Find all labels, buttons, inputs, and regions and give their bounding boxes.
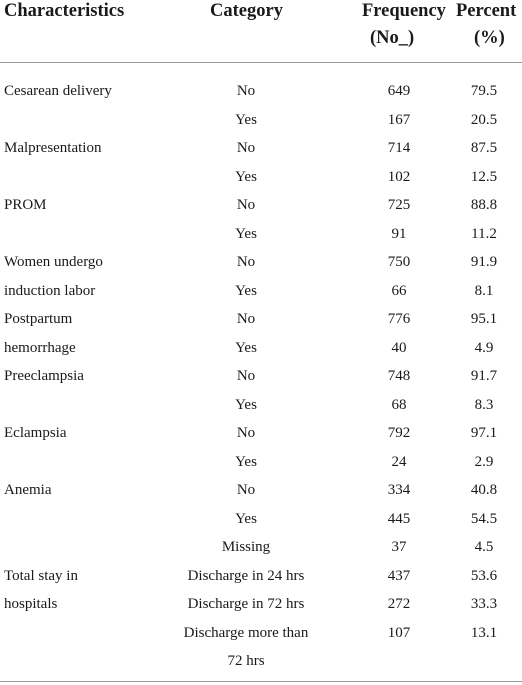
cell-frequency: 748 xyxy=(387,368,411,384)
cell-percent: 54.5 xyxy=(470,510,498,527)
cell-category: Discharge in 24 hrs xyxy=(187,567,305,584)
cell-frequency: 750 xyxy=(387,254,411,270)
table-row xyxy=(0,362,522,391)
table-body xyxy=(0,77,522,676)
header-percent-unit: (%) xyxy=(474,28,505,48)
cell-frequency: 167 xyxy=(387,111,411,128)
cell-frequency: 437 xyxy=(387,567,411,584)
table-row xyxy=(0,391,522,420)
cell-frequency: 40 xyxy=(391,339,407,356)
cell-characteristic: Cesarean delivery xyxy=(4,83,112,99)
cell-category: Yes xyxy=(235,111,257,128)
cell-frequency: 102 xyxy=(387,168,411,185)
table-row xyxy=(0,277,522,306)
cell-percent: 95.1 xyxy=(470,311,498,327)
table-row xyxy=(0,590,522,619)
cell-percent: 4.9 xyxy=(474,339,494,356)
cell-percent: 4.5 xyxy=(474,539,494,555)
cell-percent: 13.1 xyxy=(470,624,498,641)
cell-frequency: 24 xyxy=(391,453,407,470)
cell-percent: 8.3 xyxy=(474,396,494,413)
cell-frequency: 714 xyxy=(387,140,411,156)
table-row xyxy=(0,134,522,163)
cell-category: Yes xyxy=(235,339,257,356)
cell-category: 72 hrs xyxy=(227,653,265,669)
cell-characteristic: hospitals xyxy=(4,596,58,612)
cell-percent: 91.9 xyxy=(470,254,498,270)
cell-characteristic: induction labor xyxy=(4,282,96,299)
cell-characteristic: Women undergo xyxy=(4,254,103,270)
cell-percent: 12.5 xyxy=(470,168,498,185)
table-row xyxy=(0,647,522,676)
cell-category: Yes xyxy=(235,168,257,185)
cell-category: No xyxy=(236,425,256,441)
table-row xyxy=(0,505,522,534)
cell-characteristic: Total stay in xyxy=(4,567,78,584)
cell-frequency: 91 xyxy=(391,225,407,242)
table-row xyxy=(0,533,522,562)
cell-category: No xyxy=(236,311,256,327)
header-category: Category xyxy=(210,1,283,21)
table-row xyxy=(0,305,522,334)
cell-category: No xyxy=(236,83,256,99)
cell-category: Missing xyxy=(221,539,271,555)
cell-characteristic: hemorrhage xyxy=(4,339,76,356)
cell-frequency: 37 xyxy=(391,539,407,555)
cell-frequency: 792 xyxy=(387,425,411,441)
cell-category: No xyxy=(236,197,256,213)
cell-percent: 20.5 xyxy=(470,111,498,128)
table-row xyxy=(0,419,522,448)
table-row xyxy=(0,334,522,363)
cell-category: Discharge in 72 hrs xyxy=(187,596,305,612)
table-row xyxy=(0,77,522,106)
cell-characteristic: Eclampsia xyxy=(4,425,67,441)
cell-frequency: 649 xyxy=(387,83,411,99)
cell-percent: 8.1 xyxy=(474,282,494,299)
cell-percent: 97.1 xyxy=(470,425,498,441)
cell-percent: 91.7 xyxy=(470,368,498,384)
table-row xyxy=(0,248,522,277)
cell-percent: 33.3 xyxy=(470,596,498,612)
cell-characteristic: Postpartum xyxy=(4,311,73,327)
cell-category: No xyxy=(236,140,256,156)
table-header xyxy=(0,0,522,63)
cell-percent: 11.2 xyxy=(471,225,497,242)
table-row xyxy=(0,220,522,249)
cell-category: Yes xyxy=(235,396,257,413)
cell-characteristic: Malpresentation xyxy=(4,140,102,156)
cell-frequency: 334 xyxy=(387,482,411,498)
cell-frequency: 68 xyxy=(391,396,407,413)
cell-characteristic: Anemia xyxy=(4,482,52,498)
cell-category: Yes xyxy=(235,510,257,527)
cell-percent: 87.5 xyxy=(470,140,498,156)
header-frequency-unit: (No_) xyxy=(370,28,415,48)
table-row xyxy=(0,163,522,192)
cell-category: No xyxy=(236,368,256,384)
cell-frequency: 272 xyxy=(387,596,411,612)
header-characteristics: Characteristics xyxy=(4,1,125,21)
cell-category: Yes xyxy=(235,282,257,299)
table-row xyxy=(0,476,522,505)
cell-frequency: 107 xyxy=(387,624,411,641)
table-row xyxy=(0,191,522,220)
header-percent: Percent xyxy=(456,1,517,21)
cell-frequency: 776 xyxy=(387,311,411,327)
table-row xyxy=(0,619,522,648)
cell-percent: 40.8 xyxy=(470,482,498,498)
cell-category: No xyxy=(236,482,256,498)
cell-percent: 88.8 xyxy=(470,197,498,213)
cell-frequency: 66 xyxy=(391,282,407,299)
cell-percent: 2.9 xyxy=(474,453,494,470)
table-row xyxy=(0,562,522,591)
cell-frequency: 445 xyxy=(387,510,411,527)
table-bottom-rule xyxy=(0,681,522,682)
table-row xyxy=(0,106,522,135)
cell-category: No xyxy=(236,254,256,270)
cell-frequency: 725 xyxy=(387,197,411,213)
cell-percent: 53.6 xyxy=(470,567,498,584)
table-row xyxy=(0,448,522,477)
cell-percent: 79.5 xyxy=(470,83,498,99)
cell-category: Yes xyxy=(235,225,257,242)
cell-category: Yes xyxy=(235,453,257,470)
header-frequency: Frequency xyxy=(362,1,446,21)
cell-category: Discharge more than xyxy=(183,624,309,641)
cell-characteristic: PROM xyxy=(4,197,47,213)
cell-characteristic: Preeclampsia xyxy=(4,368,84,384)
